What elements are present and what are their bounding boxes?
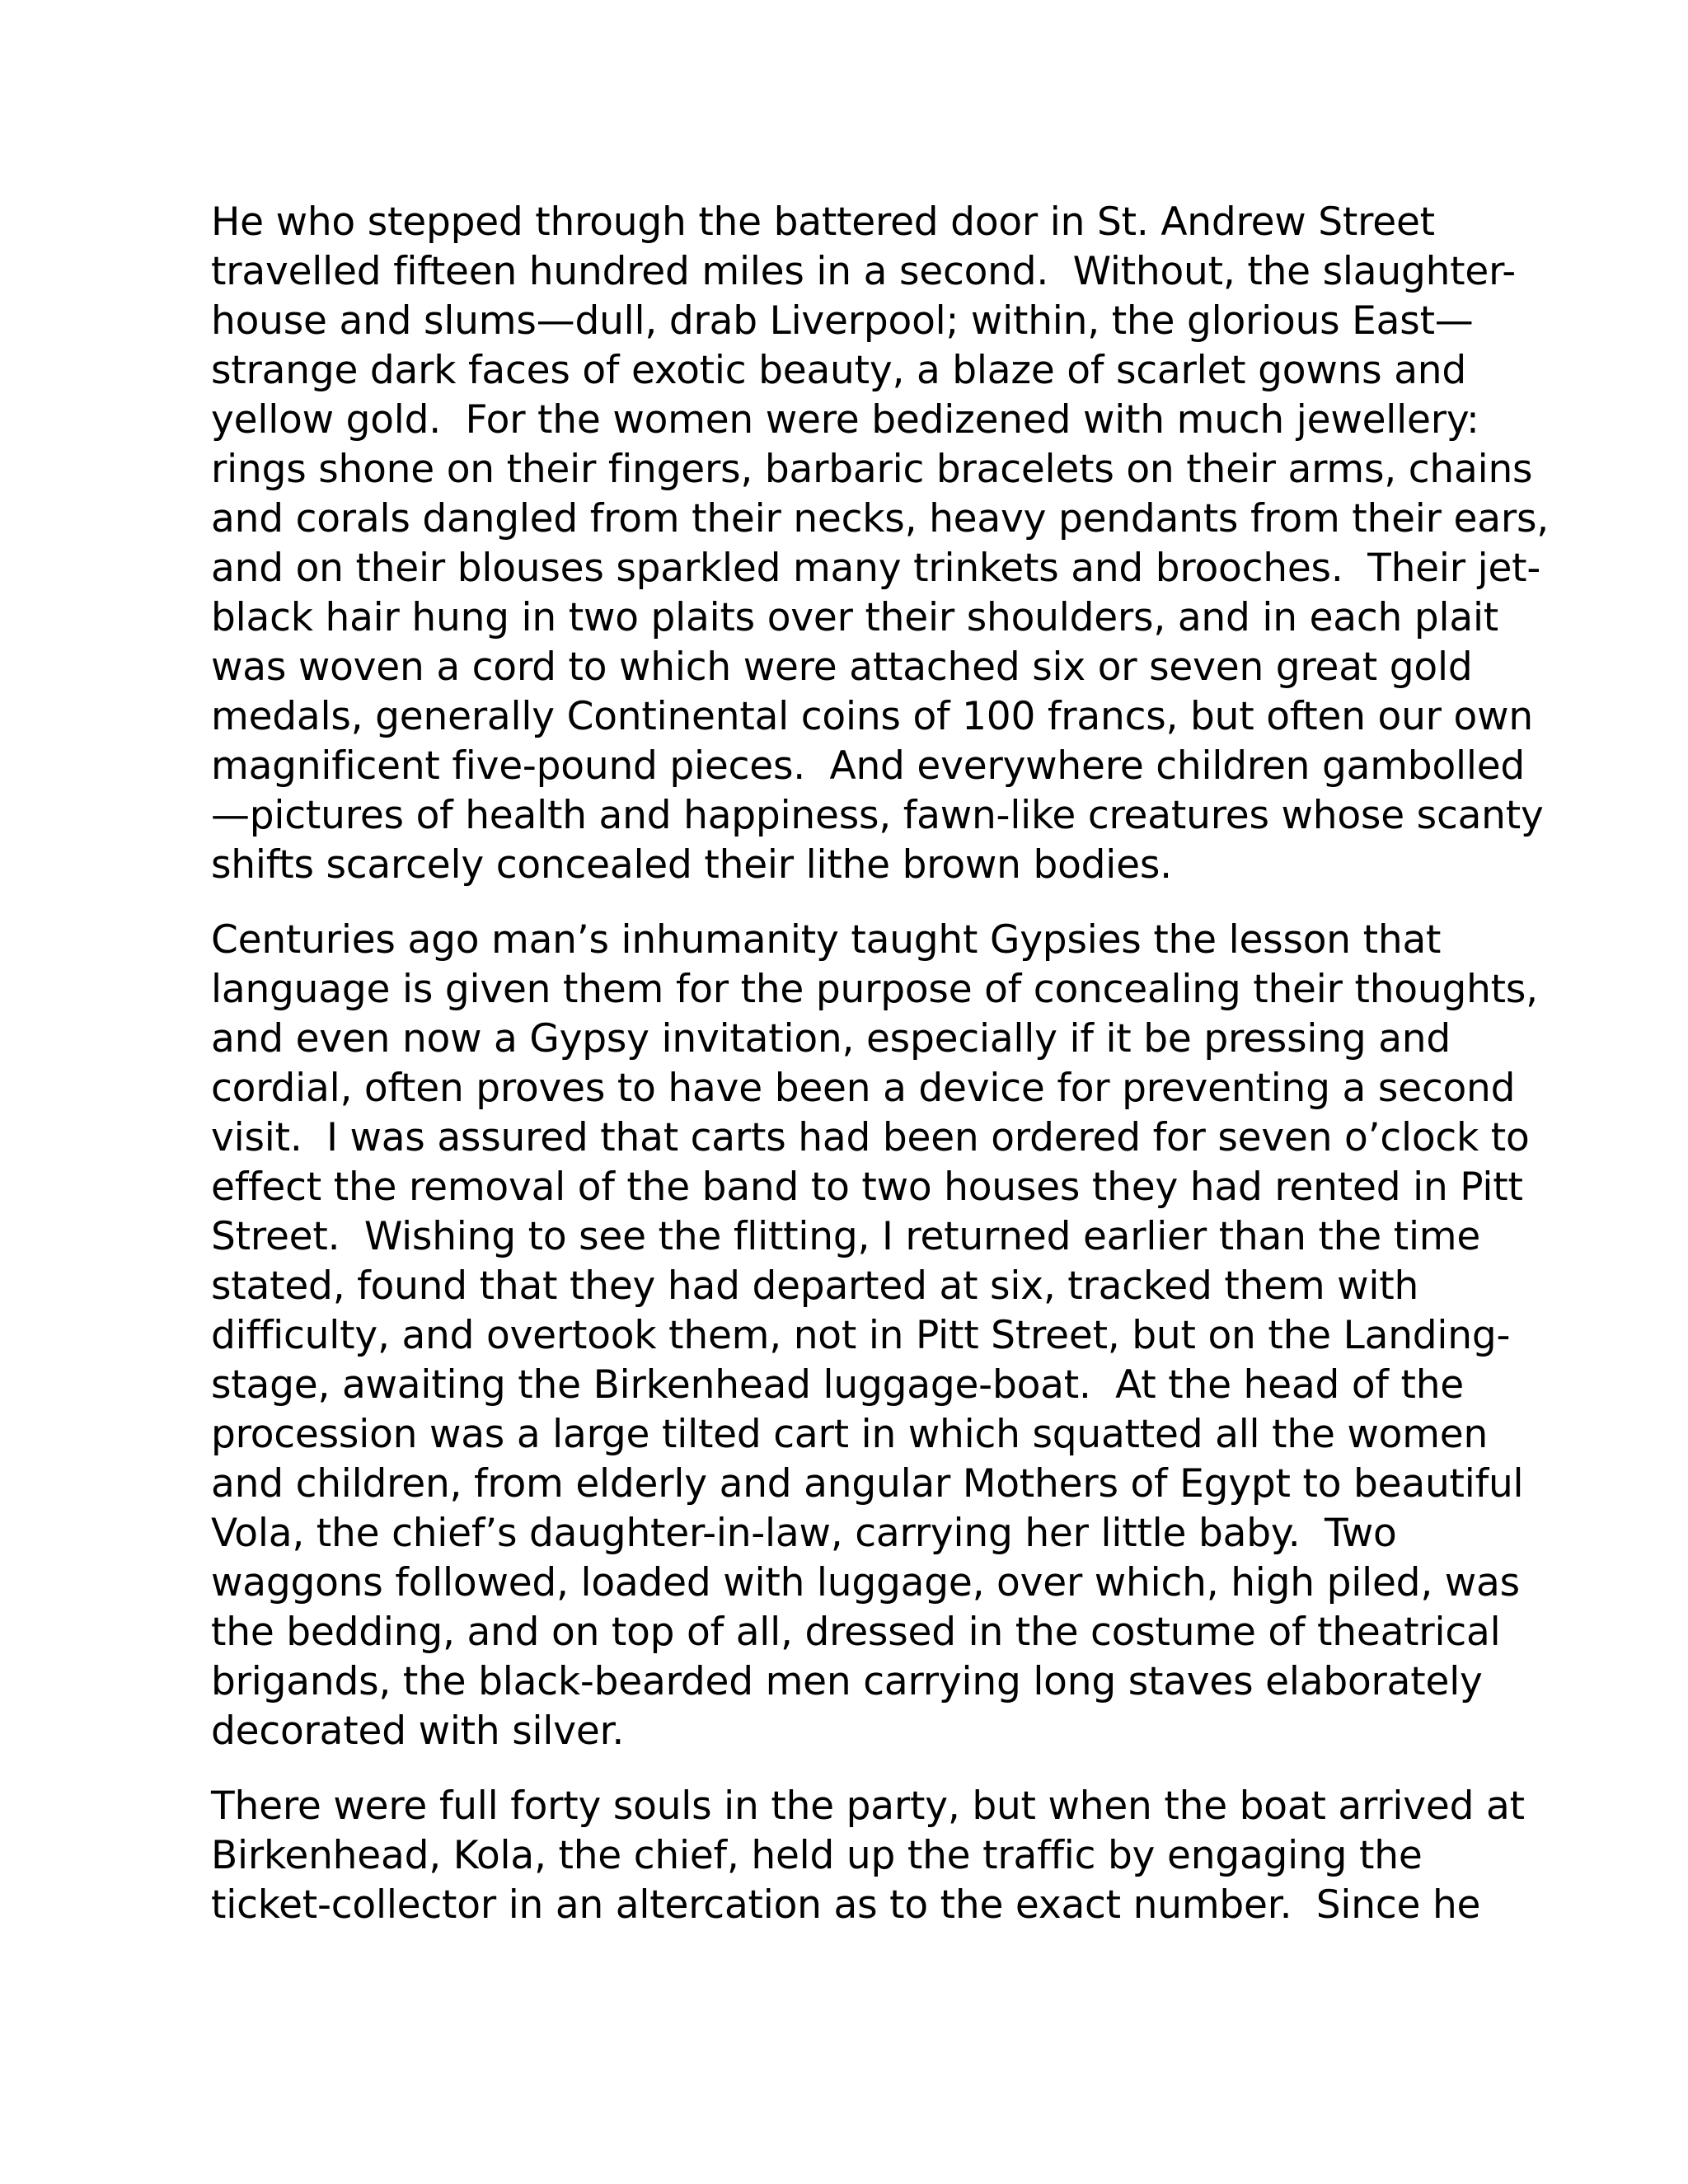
paragraph-spacer <box>211 1756 1497 1782</box>
paragraph-3 <box>211 1782 1525 1930</box>
text-line: waggons followed, loaded with luggage, over which, high piled, was <box>211 1560 1520 1605</box>
text-line: and on their blouses sparkled many trinkets and brooches. Their jet- <box>211 546 1541 591</box>
text-line: brigands, the black-bearded men carrying long staves elaborately <box>211 1659 1483 1704</box>
text-line: stated, found that they had departed at six, tracked them with <box>211 1263 1419 1309</box>
text-line: visit. I was assured that carts had been ordered for seven o’clock to <box>211 1115 1530 1160</box>
text-line: travelled fifteen hundred miles in a second. Without, the slaughter- <box>211 249 1517 294</box>
text-line: procession was a large tilted cart in which squatted all the women <box>211 1412 1489 1457</box>
text-line: Birkenhead, Kola, the chief, held up the traffic by engaging the <box>211 1833 1423 1878</box>
paragraph-2 <box>211 916 1538 1756</box>
text-line: Street. Wishing to see the flitting, I returned earlier than the time <box>211 1214 1481 1259</box>
text-line: and even now a Gypsy invitation, especially if it be pressing and <box>211 1016 1451 1062</box>
text-line: magnificent five-pound pieces. And everywhere children gambolled <box>211 743 1526 789</box>
text-line: There were full forty souls in the party, but when the boat arrived at <box>211 1783 1525 1829</box>
paragraph-spacer <box>211 890 1497 916</box>
text-line: effect the removal of the band to two houses they had rented in Pitt <box>211 1165 1523 1210</box>
text-line: strange dark faces of exotic beauty, a blaze of scarlet gowns and <box>211 348 1467 393</box>
text-line: the bedding, and on top of all, dressed in the costume of theatrical <box>211 1610 1501 1655</box>
text-line: medals, generally Continental coins of 100 francs, but often our own <box>211 694 1533 739</box>
text-line: decorated with silver. <box>211 1708 625 1754</box>
text-line: yellow gold. For the women were bedizened with much jewellery: <box>211 397 1479 443</box>
text-line: house and slums—dull, drab Liverpool; within, the glorious East— <box>211 298 1474 344</box>
text-line: ticket-collector in an altercation as to the exact number. Since he <box>211 1882 1481 1928</box>
text-line: shifts scarcely concealed their lithe brown bodies. <box>211 842 1172 888</box>
text-line: stage, awaiting the Birkenhead luggage-boat. At the head of the <box>211 1362 1465 1408</box>
paragraph-1 <box>211 198 1550 890</box>
text-line: cordial, often proves to have been a device for preventing a second <box>211 1066 1516 1111</box>
text-line: Centuries ago man’s inhumanity taught Gypsies the lesson that <box>211 917 1442 963</box>
text-line: He who stepped through the battered door in St. Andrew Street <box>211 199 1435 245</box>
text-line: black hair hung in two plaits over their shoulders, and in each plait <box>211 595 1499 640</box>
text-line: rings shone on their fingers, barbaric bracelets on their arms, chains <box>211 447 1533 492</box>
text-line: and corals dangled from their necks, heavy pendants from their ears, <box>211 496 1550 541</box>
text-line: and children, from elderly and angular Mothers of Egypt to beautiful <box>211 1461 1524 1507</box>
text-line: was woven a cord to which were attached six or seven great gold <box>211 644 1473 690</box>
body-text <box>211 198 1550 1930</box>
text-line: difficulty, and overtook them, not in Pitt Street, but on the Landing- <box>211 1313 1511 1358</box>
text-line: Vola, the chief’s daughter-in-law, carrying her little baby. Two <box>211 1511 1397 1556</box>
text-line: —pictures of health and happiness, fawn-like creatures whose scanty <box>211 793 1544 838</box>
text-line: language is given them for the purpose of concealing their thoughts, <box>211 967 1538 1012</box>
